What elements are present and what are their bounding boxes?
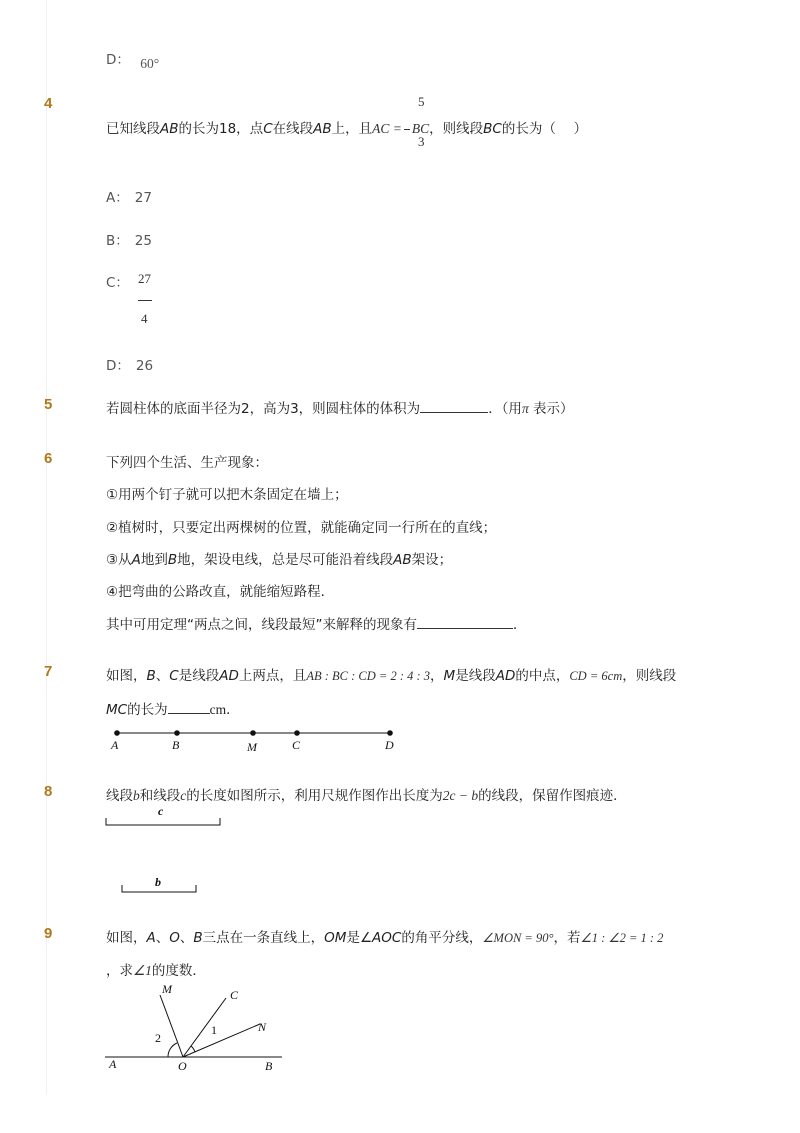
- q7-unit: cm．: [209, 702, 240, 717]
- q9-label-b: B: [265, 1059, 273, 1073]
- q5-text: ．（用: [488, 401, 522, 417]
- question-number-8: 8: [44, 783, 53, 800]
- q9-text: 是: [346, 930, 360, 946]
- q6-text: 地，架设电线，总是尽可能沿着线段: [177, 552, 394, 568]
- q6-text: ．: [513, 617, 527, 633]
- q7-label-b: B: [172, 738, 180, 752]
- q7-m: M: [443, 668, 456, 684]
- q4-c: C: [263, 121, 273, 137]
- q9-text: 、: [179, 930, 194, 946]
- option-label: B：: [106, 233, 129, 249]
- q4-bc: BC: [483, 121, 502, 137]
- q7-label-c: C: [292, 738, 301, 752]
- q9-text: 三点在一条直线上，: [202, 930, 325, 946]
- q9-om: OM: [324, 930, 347, 946]
- q7-ratio: AB : BC : CD = 2 : 4 : 3: [306, 669, 431, 683]
- q9-b: B: [193, 930, 203, 946]
- q7-text: 上两点，且: [238, 668, 307, 684]
- q9-ray-om: [160, 995, 183, 1057]
- q9-arc-angle-1: [191, 1046, 195, 1052]
- option-label: D：: [106, 358, 130, 374]
- q8-text: 线段: [106, 788, 133, 804]
- q9-label-m: M: [162, 982, 172, 996]
- option-label: A：: [106, 190, 129, 206]
- option-value: 60°: [140, 56, 160, 71]
- q6-item-4: ④把弯曲的公路改直，就能缩短路程．: [106, 584, 335, 600]
- q6-intro: 下列四个生活、生产现象：: [106, 455, 268, 471]
- q6-text: 其中可用定理“两点之间，线段最短”来解释的现象有: [106, 617, 417, 633]
- question-number-6: 6: [44, 450, 53, 467]
- q4-option-c-numerator: 27: [138, 271, 151, 286]
- question-number-4: 4: [44, 95, 53, 112]
- q7-text: ，则线段: [622, 668, 677, 684]
- q9-text: ，若: [553, 930, 581, 946]
- option-label: C：: [106, 275, 129, 291]
- q5-text: 表示）: [528, 401, 574, 417]
- q8-expr: 2c − b: [442, 788, 479, 803]
- q9-arc-angle-2: [168, 1043, 177, 1057]
- q6-a: A: [131, 552, 141, 568]
- q4-option-c-denominator: 4: [141, 311, 148, 326]
- q9-text: 的角平分线，: [401, 930, 483, 946]
- q9-ratio: ∠1 : ∠2 = 1 : 2: [580, 931, 664, 945]
- q4-fraction-denominator: 3: [418, 134, 425, 149]
- question-number-7: 7: [44, 663, 53, 680]
- q4-ab: AB: [313, 121, 332, 137]
- q8-text: 和线段: [139, 788, 181, 804]
- q9-label-2: 2: [155, 1031, 161, 1045]
- q5-text: 若圆柱体的底面半径为2，高为3，则圆柱体的体积为: [106, 401, 421, 417]
- q7-text: 、: [155, 668, 170, 684]
- q8-b: b: [133, 788, 140, 803]
- q6-item-1: ①用两个钉子就可以把木条固定在墙上；: [106, 487, 348, 503]
- q8-text: 的长度如图所示，利用尺规作图作出长度为: [186, 788, 443, 804]
- q7-text: 如图，: [106, 668, 147, 684]
- q8-label-c: c: [158, 804, 164, 818]
- q7-text: 的长为: [127, 702, 168, 718]
- q6-text: 地到: [140, 552, 168, 568]
- q9-a: A: [146, 930, 156, 946]
- q7-c: C: [169, 668, 179, 684]
- option-value: 25: [134, 233, 152, 249]
- q9-mon: ∠MON = 90°: [482, 931, 554, 945]
- q4-text: 上，且: [331, 121, 373, 137]
- q9-label-o: O: [178, 1059, 187, 1073]
- q9-label-n: N: [258, 1020, 267, 1034]
- question-number-5: 5: [44, 396, 53, 413]
- q7-b: B: [146, 668, 156, 684]
- q9-o: O: [169, 930, 180, 946]
- q4-eq-left: AC =: [372, 121, 402, 136]
- q9-label-1: 1: [211, 1023, 217, 1037]
- question-number-9: 9: [44, 925, 53, 942]
- q7-label-d: D: [385, 738, 394, 752]
- q7-ad: AD: [219, 668, 239, 684]
- q6-b: B: [167, 552, 178, 568]
- q6-text: 架设；: [411, 552, 453, 568]
- q7-text: 是线段: [178, 668, 220, 684]
- q4-text: 的长为18，点: [178, 121, 264, 137]
- q7-text: 的中点，: [515, 668, 570, 684]
- option-label: D：: [106, 52, 130, 68]
- q6-ab: AB: [393, 552, 412, 568]
- q9-text: 、: [155, 930, 170, 946]
- q9-angle-aoc: ∠AOC: [359, 930, 402, 946]
- q4-text: 已知线段: [106, 121, 160, 137]
- q9-label-a: A: [109, 1057, 117, 1071]
- q8-c: c: [180, 788, 187, 803]
- q9-text: 的度数．: [151, 963, 206, 979]
- q4-eq-right: BC: [411, 121, 430, 136]
- q6-text: ③从: [106, 552, 132, 568]
- q4-fraction-numerator: 5: [418, 94, 425, 109]
- q9-label-c: C: [230, 988, 239, 1002]
- q9-angle-1: ∠1: [133, 963, 152, 978]
- q7-ad: AD: [495, 668, 516, 684]
- q4-text: ，则线段: [429, 121, 484, 137]
- q7-cd: CD = 6cm: [569, 669, 623, 683]
- q4-text: 的长为（ ）: [501, 121, 588, 137]
- q7-mc: MC: [106, 702, 128, 718]
- option-value: 26: [135, 358, 154, 374]
- q8-text: 的线段，保留作图痕迹．: [478, 788, 627, 804]
- q7-text: 是线段: [455, 668, 496, 684]
- q4-text: 在线段: [272, 121, 314, 137]
- q6-item-2: ②植树时，只要定出两棵树的位置，就能确定同一行所在的直线；: [106, 520, 497, 536]
- q7-text: ，: [430, 668, 444, 684]
- q7-label-a: A: [111, 738, 119, 752]
- q8-label-b: b: [155, 875, 161, 889]
- q7-label-m: M: [247, 740, 257, 754]
- q9-text: 如图，: [106, 930, 147, 946]
- q5-pi: π: [521, 401, 529, 416]
- option-value: 27: [134, 190, 152, 206]
- q4-ab: AB: [160, 121, 179, 137]
- q9-text: ，求: [106, 963, 133, 979]
